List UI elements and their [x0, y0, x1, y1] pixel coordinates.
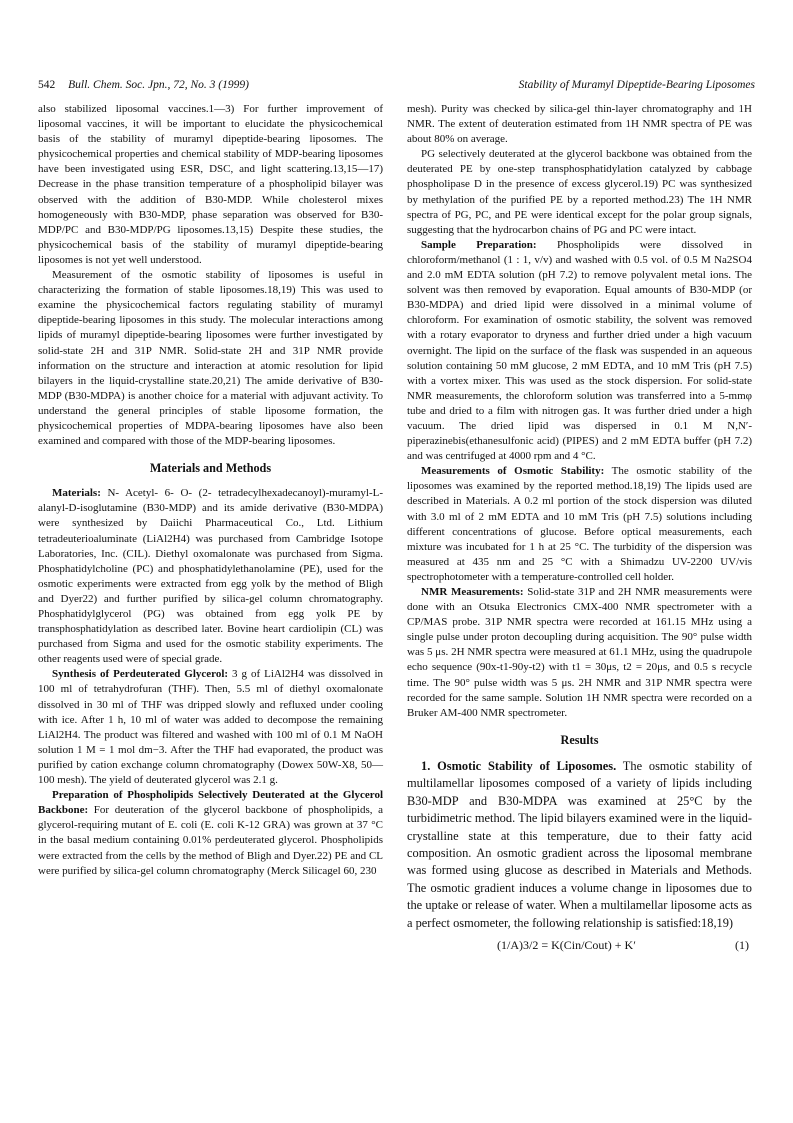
materials-text: N- Acetyl- 6- O- (2- tetradecylhexadecanoyl)-muramyl-L-alanyl-D-isoglutamine (B30-MDP) and its amide derivative (B30-MDPA) were synthesized by Daiichi Pharmaceutical Co., Ltd. Lithium tetradeuterioaluminate (LiAl2H4) was purchased from Cambridge Isotope Laboratories, Inc. (CIL). Diethyl oxomalonate was purchased from Sigma. Phosphatidylcholine (PC) and phosphatidylethanolamine (PE), used for the osmotic experiments were extracted from egg yolk by the method of Bligh and Dyer22) and further purified by silica-gel column chromatography. Phosphatidylglycerol (PG) was obtained from egg yolk PE by transphosphatidylation as described later. Bovine heart cardiolipin (CL) was purchased from Sigma and used for the osmotic stability experiments. The other reagents used were of special grade.: [38, 487, 383, 666]
journal-citation: Bull. Chem. Soc. Jpn., 72, No. 3 (1999): [68, 79, 249, 91]
intro-paragraph-continued: also stabilized liposomal vaccines.1—3) For further improvement of liposomal vaccines, it will be important to elucidate the physicochemical basis of the stability of muramyl dipeptide-bearing liposomes. The physicochemical properties and chemical stability of MDP-bearing liposomes have been investigated using ESR, DSC, and light scattering.13,15—17) Decrease in the phase transition temperature of a phospholipid bilayer was observed with the addition of B30-MDP. While cholesterol mixes homogeneously with B30-MDP, phase separation was observed for B30-MDP/PC and B30-MDP/PG liposomes.13,15) Despite these studies, the physicochemical basis of the stability of muramyl dipeptide-bearing liposomes is not yet well understood.: [38, 103, 383, 266]
intro-paragraph: Measurement of the osmotic stability of liposomes is useful in characterizing the formation of stable liposomes.18,19) This was used to examine the physicochemical factors regulating stability of muramyl dipeptide-bearing liposomes in this study. The molecular interactions among lipids of muramyl dipeptide-bearing liposomes were further investigated by solid-state 2H and 31P NMR. Solid-state 2H and 31P NMR provide information on the structure and interaction at atomic resolution for lipid bilayers in the liquid-crystalline state.20,21) The amide derivative of B30-MDP (B30-MDPA) is another choice for a material with adjuvant activity. To understand the general principles of stable liposome formation, the physicochemical properties of MDPA-bearing liposomes have also been examined and compared with those of the MDP-bearing liposomes.: [38, 269, 383, 448]
running-title: Stability of Muramyl Dipeptide-Bearing Liposomes: [518, 79, 755, 91]
page-header: [38, 79, 755, 91]
materials-label: Materials:: [52, 487, 101, 500]
osmotic-measurement-paragraph: [407, 464, 752, 585]
pg-paragraph: PG selectively deuterated at the glycerol backbone was obtained from the deuterated PE by one-step transphosphatidylation catalyzed by cabbage phospholipase D in the presence of excess glycerol.19) PC was synthesized by methylation of the purified PE by a reported method.23) The 1H NMR spectra of PG, PC, and PE were identical except for the polar group signals, suggesting that the hydrocarbon chains of PG and PC were intact.: [407, 148, 752, 236]
sample-preparation-paragraph: [407, 238, 752, 464]
nmr-paragraph: [407, 585, 752, 721]
purity-paragraph: mesh). Purity was checked by silica-gel thin-layer chromatography and 1H NMR. The extent of deuteration estimated from 1H NMR spectra of PE was about 80% on average.: [407, 103, 752, 146]
preparation-label: Preparation of Phospholipids Selectively Deuterated at the Glycerol Backbone:: [38, 789, 383, 817]
page-number: 542: [38, 79, 56, 91]
right-column: [407, 102, 752, 953]
sample-preparation-text: Phospholipids were dissolved in chloroform/methanol (1 : 1, v/v) and washed with 0.5 vol. of 0.5 M Na2SO4 and 2.0 mM EDTA solution (pH 7.2) to remove polyvalent metal ions. The solvent was then removed by evaporation. Equal amounts of B30-MDP (or B30-MDPA) and dried lipid were dissolved in a minimal volume of chloroform. For examination of osmotic stability, the solvent was removed with a rotary evaporator to dryness and further dried under a high vacuum overnight. The lipid on the surface of the flask was suspended in an aqueous solution containing 50 mM glucose, 2 mM EDTA, and 10 mM Tris (pH 7.5) with a vortex mixer. This was used as the stock dispersion. For solid-state NMR measurements, the chloroform solution was transferred into a 5-mmφ tube and dried to a film with nitrogen gas. It was further dried under a high vacuum. The dried lipid was dispersed in 0.1 M N,N′-piperazinebis(ethanesulfonic acid) (PIPES) and 2 mM EDTA buffer (pH 7.2) and was centrifuged at 4000 rpm and 4 °C.: [407, 238, 752, 463]
preparation-paragraph: [38, 788, 383, 879]
preparation-text: For deuteration of the glycerol backbone of phospholipids, a glycerol-requiring mutant of E. coli (E. coli K-12 GRA) was grown at 37 °C in the basal medium containing 0.01% perdeuterated glycerol. Phospholipids were extracted from the cells by the method of Bligh and Dyer.22) PE and CL were purified by silica-gel column chromatography (Merck Silicagel 60, 230: [38, 804, 383, 877]
results-text: The osmotic stability of multilamellar liposomes composed of a variety of lipids including B30-MDP and B30-MDPA was examined at 25°C by the turbidimetric method. The lipid bilayers examined were in the liquid-crystalline state at this temperature, due to their fatty acid composition. An osmotic gradient across the liposomal membrane was formed using glucose as described in Materials and Methods. The osmotic gradient induces a volume change in liposomes due to the uptake or release of water. When a multilamellar liposome acts as a perfect osmometer, the following relationship is satisfied:18,19): [407, 758, 752, 930]
results-label: 1. Osmotic Stability of Liposomes.: [421, 758, 617, 773]
nmr-text: Solid-state 31P and 2H NMR measurements were done with an Otsuka Electronics CMX-400 NMR spectrometer with a CP/MAS probe. 31P NMR spectra were recorded at 161.15 MHz using a single pulse under proton decoupling during acquisition. The 90° pulse width was 5 μs. 2H NMR spectra were measured at 61.1 MHz, using the quadrupole echo sequence (90x-t1-90y-t2) with t1 = 30μs, t2 = 20μs, and 0.5 s recycle time. The 90° pulse width was 5 μs. 2H NMR and 31P NMR spectra were recorded for the same sample. Solution 1H NMR spectra were recorded on a Bruker AM-400 NMR spectrometer.: [407, 586, 752, 719]
left-column: [38, 102, 383, 879]
synthesis-text: 3 g of LiAl2H4 was dissolved in 100 ml of tetrahydrofuran (THF). Then, 5.5 ml of diethyl oxomalonate dissolved in 30 ml of THF was dripped slowly and refluxed under cooling with ice. After 1 h, 10 ml of water was added to decompose the remaining LiAl2H4. The product was filtered and washed with 100 ml of 0.1 M NaOH solution 1 M = 1 mol dm−3. After the THF had evaporated, the product was purified by cation exchange column chromatography (Dowex 50W-X8, 50—100 mesh). The yield of deuterated glycerol was 2.1 g.: [38, 668, 383, 787]
equation-number: (1): [735, 938, 749, 952]
section-heading-results: Results: [560, 732, 599, 747]
materials-paragraph: [38, 486, 383, 667]
equation: (1/A)3/2 = K(Cin/Cout) + K′: [497, 938, 636, 952]
equation-line: [407, 938, 752, 953]
synthesis-label: Synthesis of Perdeuterated Glycerol:: [52, 668, 229, 681]
section-heading-methods: Materials and Methods: [149, 461, 272, 476]
osmotic-measurement-text: The osmotic stability of the liposomes was examined by the reported method.18,19) The lipids used are described in Materials. A 0.2 ml portion of the stock dispersion was diluted with 3.0 ml of 2 mM EDTA and 10 mM Tris (pH 7.5) solutions including different concentrations of glucose. Before optical measurements, each mixture was incubated for 1 h at 25 °C. The turbidity of the dispersion was measured at 435 nm and 25 °C with a Shimadzu UV-2200 UV/vis spectrophotometer with a temperature-controlled cell holder.: [407, 465, 752, 583]
synthesis-paragraph: [38, 667, 383, 788]
results-paragraph: [407, 758, 752, 932]
osmotic-measurement-label: Measurements of Osmotic Stability:: [421, 465, 605, 478]
nmr-label: NMR Measurements:: [421, 586, 524, 598]
sample-preparation-label: Sample Preparation:: [421, 238, 537, 251]
